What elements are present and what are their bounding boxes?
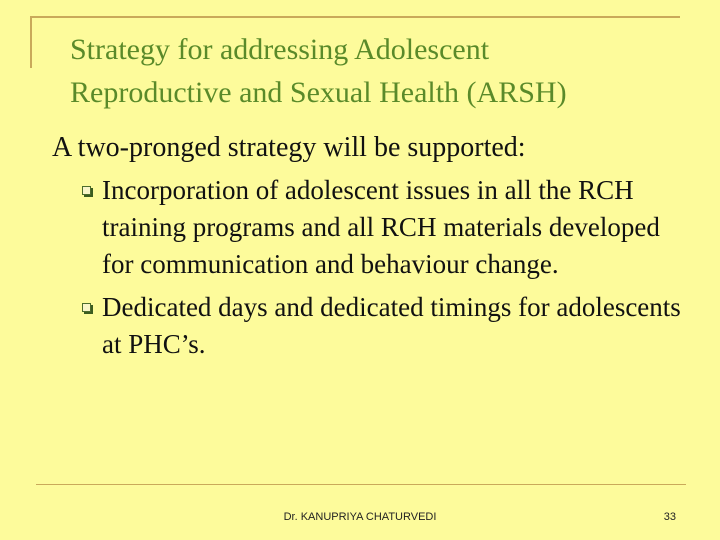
slide-title bbox=[70, 28, 690, 114]
slide-footer bbox=[0, 511, 720, 527]
left-rule bbox=[30, 16, 32, 68]
page-number: 33 bbox=[663, 511, 676, 523]
bullet-text: Incorporation of adolescent issues in all the RCH training programs and all RCH materials developed for communication and behaviour change. bbox=[102, 175, 660, 279]
bullet-item bbox=[52, 172, 692, 283]
bottom-rule bbox=[36, 484, 686, 485]
slide-title-line-1: Strategy for addressing Adolescent bbox=[70, 33, 490, 66]
slide-content bbox=[52, 130, 692, 369]
footer-author: Dr. KANUPRIYA CHATURVEDI bbox=[283, 511, 437, 523]
bullet-list bbox=[52, 172, 692, 363]
top-rule bbox=[30, 16, 680, 18]
square-bullet-icon bbox=[82, 186, 91, 195]
bullet-item bbox=[52, 289, 692, 363]
square-bullet-icon bbox=[82, 303, 91, 312]
lead-text: A two-pronged strategy will be supported: bbox=[52, 132, 526, 163]
bullet-text: Dedicated days and dedicated timings for adolescents at PHC’s. bbox=[102, 292, 681, 359]
slide-title-line-2: Reproductive and Sexual Health (ARSH) bbox=[70, 76, 567, 109]
